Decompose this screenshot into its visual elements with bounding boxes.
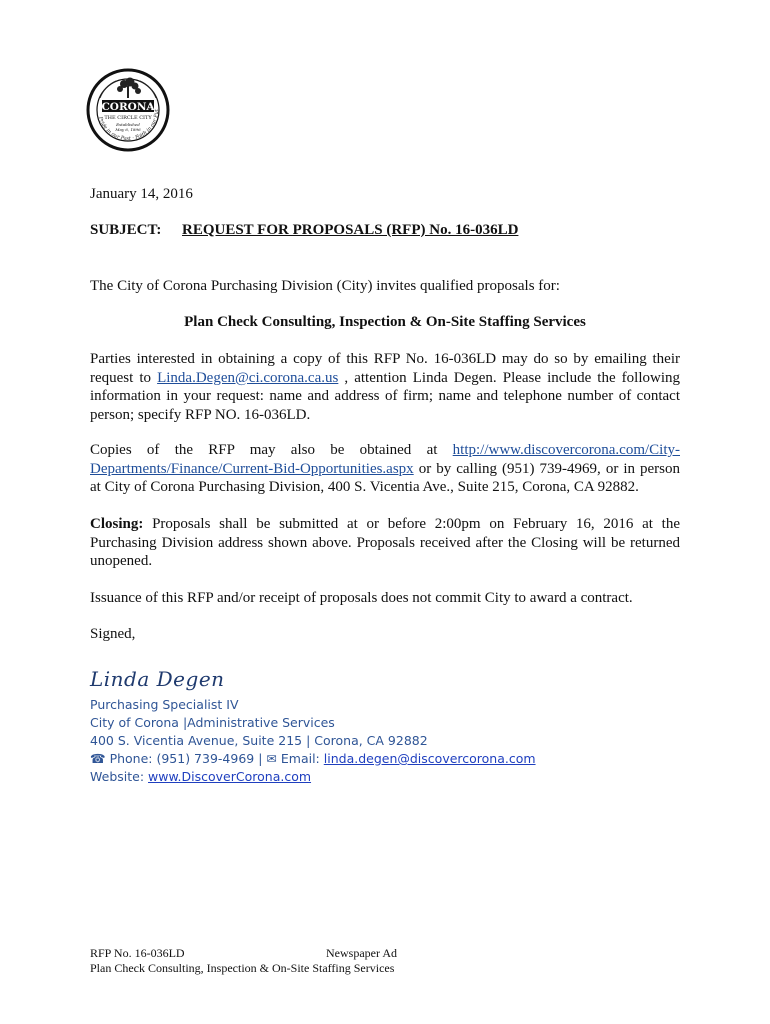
signer-contact-line xyxy=(90,750,536,768)
subject-label: SUBJECT: xyxy=(90,222,162,238)
signer-org: City of Corona |Administrative Services xyxy=(90,715,335,730)
footer-ad-type: Newspaper Ad xyxy=(326,946,397,960)
phone-icon: ☎ xyxy=(90,751,106,766)
issuance-paragraph: Issuance of this RFP and/or receipt of proposals does not commit City to award a contract. xyxy=(90,590,633,606)
bid-opportunities-link[interactable]: http://www.discovercorona.com/City-Departments/Finance/Current-Bid-Opportunities.aspx xyxy=(90,442,680,477)
letter-date: January 14, 2016 xyxy=(90,186,193,202)
seal-ring-text: Pride in our Past · Faith in our Fut xyxy=(96,109,161,143)
copies-text-2: or by calling (951) 739-4969, or in person at City of Corona Purchasing Division, 400 S. Vicentia Ave., Suite 215, Corona, CA 92882. xyxy=(90,460,680,495)
closing-text: Proposals shall be submitted at or before 2:00pm on February 16, 2016 at the Purchasing Division address shown above. Proposals received after the Closing will be returned unopened. xyxy=(90,516,680,569)
copies-paragraph xyxy=(90,441,680,497)
contact-email-link[interactable]: Linda.Degen@ci.corona.ca.us xyxy=(157,369,339,386)
signed-line: Signed, xyxy=(90,626,136,642)
signer-email-label: Email: xyxy=(280,751,320,766)
intro-paragraph: The City of Corona Purchasing Division (City) invites qualified proposals for: xyxy=(90,278,560,294)
footer-rfp-number: RFP No. 16-036LD xyxy=(90,946,185,960)
seal-tagline: THE CIRCLE CITY xyxy=(104,115,152,121)
seal-established: Established xyxy=(116,122,140,127)
signer-website-label: Website: xyxy=(90,769,145,784)
page-footer xyxy=(90,946,397,976)
signer-website-line xyxy=(90,768,536,786)
parties-text-2: , attention Linda Degen. Please include the following information in your request: name and address of firm; name and telephone number of contact person; specify RFP NO. 16-036LD. xyxy=(90,369,681,423)
footer-service: Plan Check Consulting, Inspection & On-Site Staffing Services xyxy=(90,961,395,975)
closing-label: Closing: xyxy=(90,516,144,532)
seal-name: CORONA xyxy=(101,101,155,113)
signer-title: Purchasing Specialist IV xyxy=(90,697,239,712)
subject-line xyxy=(90,222,518,239)
signer-address: 400 S. Vicentia Avenue, Suite 215 | Corona, CA 92882 xyxy=(90,733,428,748)
closing-paragraph xyxy=(90,515,680,571)
parties-text-1: Parties interested in obtaining a copy of this RFP No. 16-036LD may do so by emailing their request to xyxy=(90,351,680,386)
envelope-icon: ✉ xyxy=(266,751,277,766)
city-seal-logo xyxy=(86,68,170,152)
seal-est-date: May 6, 1896 xyxy=(115,127,141,132)
handwritten-signature: Linda Degen xyxy=(90,667,225,691)
subject-title: REQUEST FOR PROPOSALS (RFP) No. 16-036LD xyxy=(182,222,519,238)
service-title: Plan Check Consulting, Inspection & On-Site Staffing Services xyxy=(184,314,586,330)
signer-phone: Phone: (951) 739-4969 | xyxy=(109,751,263,766)
signer-email-link[interactable]: linda.degen@discovercorona.com xyxy=(323,751,536,766)
signature-block xyxy=(90,696,536,786)
signer-website-link[interactable]: www.DiscoverCorona.com xyxy=(148,769,312,784)
copies-text-1: Copies of the RFP may also be obtained at xyxy=(90,442,453,458)
parties-paragraph xyxy=(90,350,680,424)
